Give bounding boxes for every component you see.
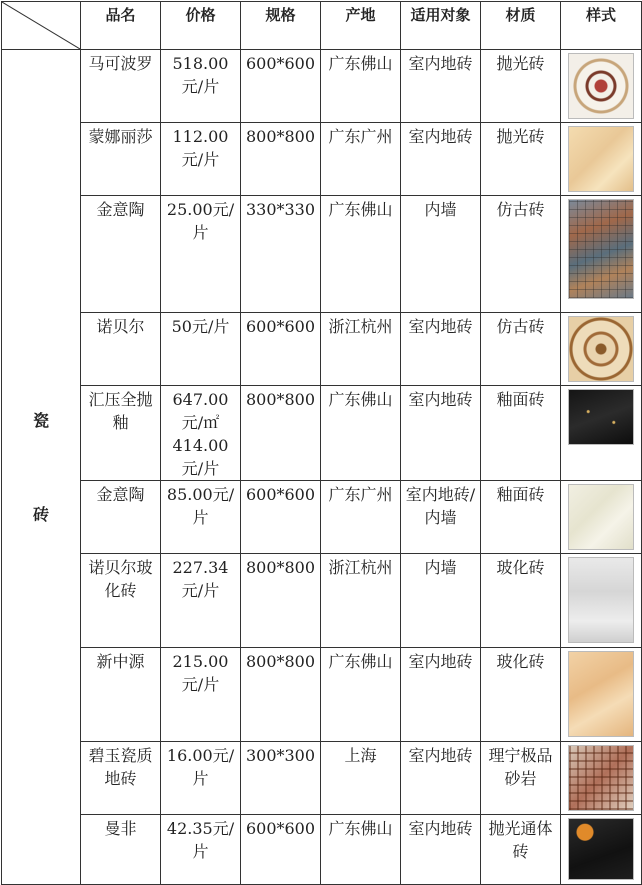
cell-origin: 广东广州 xyxy=(321,123,401,196)
tile-sample-image xyxy=(568,745,634,811)
cell-style xyxy=(561,481,642,554)
tile-sample-image xyxy=(568,126,634,192)
cell-material: 抛光砖 xyxy=(481,50,561,123)
cell-origin: 广东广州 xyxy=(321,481,401,554)
table-row xyxy=(2,481,642,554)
header-name: 品名 xyxy=(81,2,161,50)
cell-origin: 广东佛山 xyxy=(321,386,401,481)
cell-spec: 300*300 xyxy=(241,742,321,815)
cell-name: 诺贝尔玻化砖 xyxy=(81,554,161,648)
cell-use: 室内地砖 xyxy=(401,742,481,815)
cell-use: 室内地砖 xyxy=(401,815,481,885)
table-row xyxy=(2,648,642,742)
cell-use: 内墙 xyxy=(401,196,481,313)
table-row xyxy=(2,554,642,648)
cell-style xyxy=(561,386,642,481)
cell-spec: 800*800 xyxy=(241,123,321,196)
cell-use: 室内地砖 xyxy=(401,386,481,481)
cell-name: 马可波罗 xyxy=(81,50,161,123)
cell-material: 仿古砖 xyxy=(481,313,561,386)
table-row xyxy=(2,742,642,815)
cell-style xyxy=(561,648,642,742)
cell-use: 室内地砖 xyxy=(401,313,481,386)
tile-sample-image xyxy=(568,389,634,445)
table-row xyxy=(2,50,642,123)
cell-price: 85.00元/片 xyxy=(161,481,241,554)
header-use: 适用对象 xyxy=(401,2,481,50)
cell-style xyxy=(561,313,642,386)
cell-material: 理宁极品砂岩 xyxy=(481,742,561,815)
tile-sample-image xyxy=(568,484,634,550)
cell-style xyxy=(561,815,642,885)
header-origin: 产地 xyxy=(321,2,401,50)
cell-origin: 广东佛山 xyxy=(321,648,401,742)
header-material: 材质 xyxy=(481,2,561,50)
header-row xyxy=(2,2,642,50)
cell-name: 汇压全抛釉 xyxy=(81,386,161,481)
cell-spec: 800*800 xyxy=(241,386,321,481)
cell-style xyxy=(561,50,642,123)
table-row xyxy=(2,196,642,313)
cell-name: 曼非 xyxy=(81,815,161,885)
cell-material: 仿古砖 xyxy=(481,196,561,313)
cell-spec: 330*330 xyxy=(241,196,321,313)
cell-use: 室内地砖 xyxy=(401,648,481,742)
cell-origin: 浙江杭州 xyxy=(321,313,401,386)
table-row xyxy=(2,386,642,481)
cell-name: 碧玉瓷质地砖 xyxy=(81,742,161,815)
tile-sample-image xyxy=(568,818,634,880)
cell-material: 釉面砖 xyxy=(481,386,561,481)
cell-style xyxy=(561,554,642,648)
tile-sample-image xyxy=(568,199,634,299)
product-table xyxy=(1,1,642,885)
table-row xyxy=(2,815,642,885)
cell-price: 647.00元/㎡ 414.00元/片 xyxy=(161,386,241,481)
cell-price: 16.00元/片 xyxy=(161,742,241,815)
cell-use: 内墙 xyxy=(401,554,481,648)
table-row xyxy=(2,313,642,386)
cell-price: 50元/片 xyxy=(161,313,241,386)
cell-price: 25.00元/片 xyxy=(161,196,241,313)
cell-name: 金意陶 xyxy=(81,481,161,554)
cell-name: 诺贝尔 xyxy=(81,313,161,386)
cell-origin: 广东佛山 xyxy=(321,50,401,123)
tile-sample-image xyxy=(568,557,634,643)
tile-sample-image xyxy=(568,53,634,119)
cell-price: 42.35元/片 xyxy=(161,815,241,885)
diagonal-header-cell xyxy=(2,2,81,50)
cell-style xyxy=(561,196,642,313)
cell-price: 215.00元/片 xyxy=(161,648,241,742)
cell-spec: 600*600 xyxy=(241,50,321,123)
cell-style xyxy=(561,123,642,196)
header-style: 样式 xyxy=(561,2,642,50)
cell-spec: 600*600 xyxy=(241,815,321,885)
cell-origin: 广东佛山 xyxy=(321,815,401,885)
cell-material: 抛光通体砖 xyxy=(481,815,561,885)
cell-price: 112.00元/片 xyxy=(161,123,241,196)
cell-use: 室内地砖 xyxy=(401,50,481,123)
header-price: 价格 xyxy=(161,2,241,50)
cell-material: 釉面砖 xyxy=(481,481,561,554)
cell-use: 室内地砖/内墙 xyxy=(401,481,481,554)
cell-spec: 800*800 xyxy=(241,554,321,648)
cell-name: 蒙娜丽莎 xyxy=(81,123,161,196)
cell-material: 抛光砖 xyxy=(481,123,561,196)
category-char-1: 瓷 xyxy=(32,411,49,430)
cell-material: 玻化砖 xyxy=(481,648,561,742)
cell-spec: 800*800 xyxy=(241,648,321,742)
table-row xyxy=(2,123,642,196)
cell-origin: 上海 xyxy=(321,742,401,815)
cell-origin: 浙江杭州 xyxy=(321,554,401,648)
cell-material: 玻化砖 xyxy=(481,554,561,648)
cell-spec: 600*600 xyxy=(241,313,321,386)
cell-style xyxy=(561,742,642,815)
cell-spec: 600*600 xyxy=(241,481,321,554)
tile-sample-image xyxy=(568,316,634,382)
cell-name: 金意陶 xyxy=(81,196,161,313)
cell-name: 新中源 xyxy=(81,648,161,742)
cell-price: 227.34元/片 xyxy=(161,554,241,648)
cell-use: 室内地砖 xyxy=(401,123,481,196)
category-cell xyxy=(2,50,81,885)
header-spec: 规格 xyxy=(241,2,321,50)
cell-origin: 广东佛山 xyxy=(321,196,401,313)
category-char-2: 砖 xyxy=(32,505,49,524)
cell-price: 518.00元/片 xyxy=(161,50,241,123)
tile-sample-image xyxy=(568,651,634,737)
